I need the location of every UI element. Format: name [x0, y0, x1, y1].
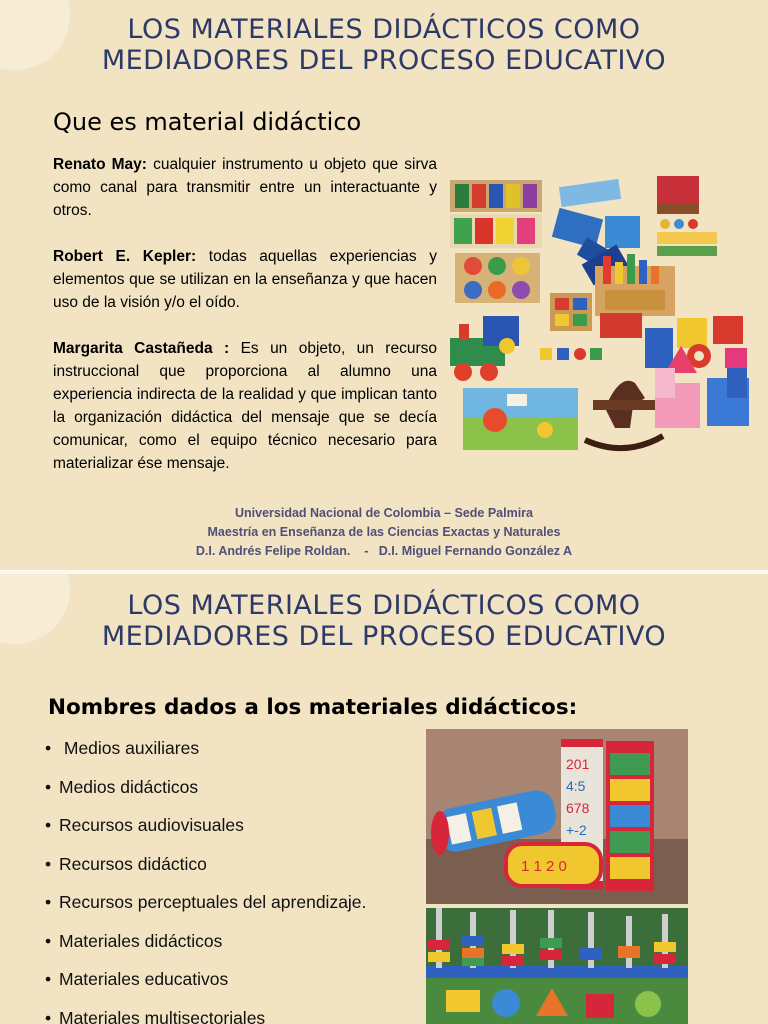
list-item — [45, 890, 366, 929]
title-line-2: MEDIADORES DEL PROCESO EDUCATIVO — [101, 621, 667, 652]
footer — [0, 504, 768, 561]
bullet-icon: • — [45, 776, 52, 797]
list-item — [45, 813, 366, 852]
svg-text:201: 201 — [566, 756, 590, 772]
list-item-text: Medios didácticos — [59, 776, 199, 797]
definition-text: todas aquellas experiencias y elementos que se utilizan en la enseñanza y que hacen uso de la visión y/o el oído. — [53, 248, 437, 311]
svg-text:1 1 2 0: 1 1 2 0 — [521, 858, 567, 875]
list-item-text: Materiales educativos — [59, 969, 229, 989]
list-item — [45, 852, 366, 891]
definitions — [53, 153, 437, 498]
list-item-text: Medios auxiliares — [63, 738, 200, 758]
bullet-icon: • — [45, 853, 52, 874]
title-line-2: MEDIADORES DEL PROCESO EDUCATIVO — [101, 45, 667, 76]
bullet-icon: • — [45, 892, 52, 912]
authors: D.I. Andrés Felipe Roldan. - D.I. Miguel Fernando González A — [195, 544, 573, 558]
bullet-icon: • — [45, 815, 52, 835]
slide-title — [0, 14, 768, 76]
slide-title — [0, 590, 768, 652]
definition-robert-kepler — [53, 245, 437, 314]
list-item-text: Recursos perceptuales del aprendizaje. — [59, 892, 367, 912]
title-line-1: LOS MATERIALES DIDÁCTICOS COMO — [127, 14, 641, 45]
author-name: Renato May: — [53, 156, 147, 173]
svg-text:+-2: +-2 — [566, 822, 587, 838]
list-item-text: Materiales didácticos — [59, 930, 223, 951]
bullet-icon: • — [45, 930, 52, 951]
list-item — [45, 775, 366, 814]
definition-renato-may — [53, 153, 437, 222]
program-name: Maestría en Enseñanza de las Ciencias Exactas y Naturales — [207, 525, 561, 539]
author-name: Margarita Castañeda : — [53, 340, 230, 357]
list-item-text: Recursos audiovisuales — [59, 815, 244, 835]
definition-text: Es un objeto, un recurso instruccional que proporciona al alumno una experiencia indirecta de la realidad y que implican tanto la organización didáctica del mensaje que se decía comunicar, como el equipo técnico necesario para materializar ése mensaje. — [53, 340, 437, 472]
slide-2 — [0, 574, 768, 1024]
title-line-1: LOS MATERIALES DIDÁCTICOS COMO — [127, 590, 641, 621]
list-item-text: Recursos didáctico — [59, 853, 207, 874]
number-cylinders-image — [426, 729, 688, 904]
section-subtitle: Nombres dados a los materiales didácticos: — [48, 695, 578, 720]
bullet-icon: • — [45, 1007, 52, 1024]
list-item — [45, 929, 366, 968]
list-item — [45, 736, 366, 775]
section-subtitle: Que es material didáctico — [53, 108, 362, 136]
list-item — [45, 967, 366, 1006]
educational-toys-image — [445, 168, 755, 458]
definition-margarita-castaneda — [53, 337, 437, 475]
names-list — [45, 736, 366, 1024]
list-item-text: Materiales multisectoriales — [59, 1007, 266, 1024]
svg-text:4:5: 4:5 — [566, 778, 586, 794]
bullet-icon: • — [45, 738, 52, 758]
definition-text: cualquier instrumento u objeto que sirva como canal para transmitir entre un interactuante y otros. — [53, 156, 437, 219]
university-name: Universidad Nacional de Colombia – Sede Palmira — [234, 506, 534, 520]
shape-stacker-image — [426, 908, 688, 1024]
author-name: Robert E. Kepler: — [53, 248, 197, 265]
bullet-icon: • — [45, 969, 52, 989]
list-item — [45, 1006, 366, 1024]
svg-text:678: 678 — [566, 800, 590, 816]
